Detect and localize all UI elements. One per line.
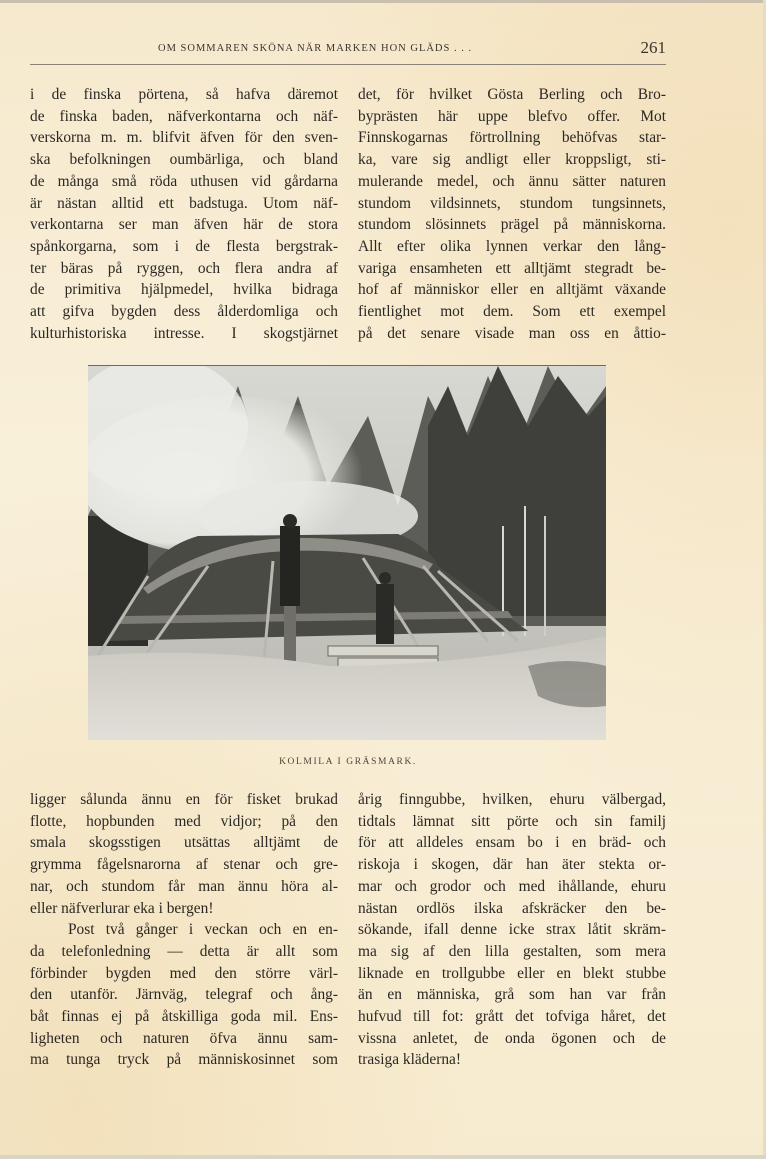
text-line: är nästan alltid ett badstuga. Utom näf- — [30, 194, 338, 212]
text-line: mulerande medel, och ännu sätter naturen — [358, 172, 666, 190]
bottom-right-column — [358, 789, 666, 1071]
text-line: Post två gånger i veckan och en en- — [68, 921, 338, 939]
top-right-column — [358, 84, 666, 344]
text-line: i de finska pörtena, så hafva däremot — [30, 86, 338, 103]
text-line: det, för hvilket Gösta Berling och Bro- — [358, 86, 666, 103]
text-line: da telefonledning — detta är allt som — [30, 942, 338, 960]
text-line: på det senare visade man oss en åttio- — [358, 324, 666, 342]
text-line: Finnskogarnas förtrollning behöfvas star- — [358, 129, 666, 147]
text-line: ma tunga tryck på människosinnet som — [30, 1051, 338, 1069]
text-line: kulturhistoriska intresse. I skogstjärnet — [30, 324, 338, 342]
page-top-edge — [0, 0, 766, 3]
text-line: att gifva bygden dess ålderdomliga och — [30, 303, 338, 321]
text-line: flotte, hopbunden med vidjor; på den — [30, 812, 338, 830]
text-line: spånkorgarna, som i de flesta bergstrak- — [30, 237, 338, 255]
text-line: ligger sålunda ännu en för fisket brukad — [30, 791, 338, 808]
text-line: nästan ordlös ilska afskräcker den be- — [358, 899, 666, 917]
text-line: de många små röda uthusen vid gårdarna — [30, 172, 338, 190]
text-line: hufvud till fot: grått det tofviga håret, det — [358, 1008, 666, 1026]
page-number: 261 — [640, 38, 666, 57]
text-line: grymma fågelsnarorna af stenar och gre- — [30, 856, 338, 874]
text-line: variga ensamheten ett alltjämt stegradt be- — [358, 259, 666, 277]
text-line: fientlighet mot dem. Som ett exempel — [358, 303, 666, 321]
text-line: den utanför. Järnväg, telegraf och ång- — [30, 986, 338, 1004]
text-line: tidtals lämnat sitt pörte och sin familj — [358, 812, 666, 830]
text-line: de finska baden, näfverkontarna och näf- — [30, 107, 338, 125]
text-line: båt finnas ej på åtskilliga goda mil. Ens- — [30, 1008, 338, 1026]
text-line: hof af människor eller en alltjämt växande — [358, 281, 666, 299]
page-bottom-edge — [0, 1155, 766, 1159]
text-line: ligheten och naturen öfva ännu sam- — [30, 1029, 338, 1047]
text-line: ma sig af den lilla gestalten, som mera — [358, 942, 666, 960]
text-line: mar och grodor och med ihållande, ehuru — [358, 877, 666, 895]
figure-caption: KOLMILA I GRÄSMARK. — [279, 757, 417, 767]
header-rule — [30, 64, 666, 65]
photo-illustration — [88, 366, 606, 740]
text-line: ter bäras på ryggen, och flera andra af — [30, 259, 338, 277]
text-line: Allt efter olika lynnen verkar den lång- — [358, 237, 666, 255]
text-line: smala skogsstigen utsättas alltjämt de — [30, 834, 338, 852]
text-line: ska befolkningen oumbärliga, och bland — [30, 151, 338, 169]
text-line: byprästen här uppe blefvo offer. Mot — [358, 107, 666, 125]
running-head-title: OM SOMMAREN SKÖNA NÄR MARKEN HON GLÄDS . . . — [158, 43, 473, 54]
text-line: förbinder bygden med den större värl- — [30, 964, 338, 982]
text-line: liknade en trollgubbe eller en blekt stubbe — [358, 964, 666, 982]
text-line: stundom vildsinnets, stundom tungsinnets, — [358, 194, 666, 212]
text-line: än en människa, grå som han var från — [358, 986, 666, 1004]
text-line: sökande, ifall denne icke strax låtit skräm- — [358, 921, 666, 939]
text-line: stundom slösinnets prägel på människorna. — [358, 216, 666, 234]
text-line: årig finngubbe, hvilken, ehuru välbergad, — [358, 791, 666, 808]
text-line: nar, och stundom får man ännu höra al- — [30, 877, 338, 895]
text-line: de primitiva hjälpmedel, hvilka bidraga — [30, 281, 338, 299]
running-head — [30, 38, 666, 64]
text-line: verkontarna ser man äfven här de stora — [30, 216, 338, 234]
text-line: riskoja i skogen, där han äter stekta or- — [358, 856, 666, 874]
text-line: vissna anletet, de onda ögonen och de — [358, 1029, 666, 1047]
text-line: verskorna m. m. blifvit äfven för den sven- — [30, 129, 338, 147]
text-line: ka, vare sig andligt eller kroppsligt, sti- — [358, 151, 666, 169]
top-left-column — [30, 84, 338, 344]
text-line: eller näfverlurar eka i bergen! — [30, 899, 214, 917]
bottom-left-column — [30, 789, 338, 1071]
text-line: trasiga kläderna! — [358, 1051, 461, 1069]
kiln-photograph — [88, 365, 606, 740]
text-line: för att alldeles ensam bo i en bräd- och — [358, 834, 666, 852]
